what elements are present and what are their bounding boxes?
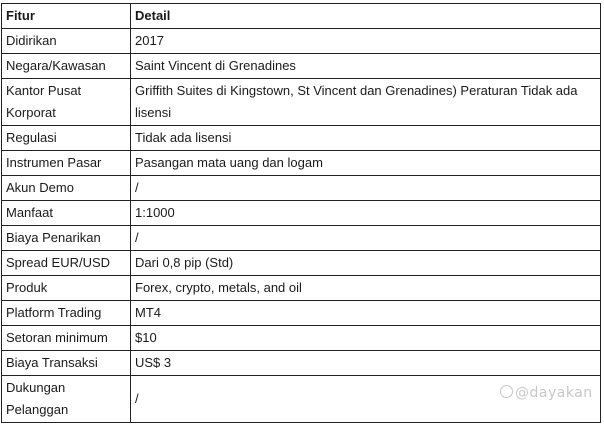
detail-cell: / — [131, 226, 601, 251]
detail-cell: 2017 — [131, 29, 601, 54]
table-row — [2, 176, 601, 201]
table-row — [2, 29, 601, 54]
header-detail: Detail — [131, 4, 601, 29]
feature-cell: Setoran minimum — [2, 326, 131, 351]
table-header-row — [2, 4, 601, 29]
feature-cell: Manfaat — [2, 201, 131, 226]
table-row — [2, 301, 601, 326]
feature-cell: Biaya Penarikan — [2, 226, 131, 251]
detail-cell: Pasangan mata uang dan logam — [131, 151, 601, 176]
table-row — [2, 79, 601, 126]
detail-cell: Griffith Suites di Kingstown, St Vincent dan Grenadines) Peraturan Tidak ada lisensi — [131, 79, 601, 126]
detail-cell: MT4 — [131, 301, 601, 326]
table-row — [2, 126, 601, 151]
feature-cell: Platform Trading — [2, 301, 131, 326]
watermark — [500, 385, 593, 401]
feature-cell: Regulasi — [2, 126, 131, 151]
header-fitur: Fitur — [2, 4, 131, 29]
detail-cell: Tidak ada lisensi — [131, 126, 601, 151]
detail-cell: / — [131, 376, 601, 423]
feature-cell: Instrumen Pasar — [2, 151, 131, 176]
watermark-logo-icon — [500, 385, 513, 398]
feature-cell: Dukungan Pelanggan — [2, 376, 131, 423]
detail-cell: $10 — [131, 326, 601, 351]
table-row — [2, 351, 601, 376]
feature-cell: Akun Demo — [2, 176, 131, 201]
detail-cell: US$ 3 — [131, 351, 601, 376]
table-row — [2, 276, 601, 301]
detail-cell: Dari 0,8 pip (Std) — [131, 251, 601, 276]
detail-cell: / — [131, 176, 601, 201]
table-row — [2, 226, 601, 251]
feature-cell: Didirikan — [2, 29, 131, 54]
detail-cell: Saint Vincent di Grenadines — [131, 54, 601, 79]
feature-cell: Negara/Kawasan — [2, 54, 131, 79]
table-row — [2, 151, 601, 176]
detail-cell: Forex, crypto, metals, and oil — [131, 276, 601, 301]
detail-cell: 1:1000 — [131, 201, 601, 226]
feature-cell: Produk — [2, 276, 131, 301]
table-row — [2, 54, 601, 79]
table-row — [2, 326, 601, 351]
broker-details-table — [1, 3, 601, 423]
watermark-text: @dayakan — [515, 385, 593, 401]
feature-cell: Biaya Transaksi — [2, 351, 131, 376]
feature-cell: Spread EUR/USD — [2, 251, 131, 276]
table-row — [2, 251, 601, 276]
feature-cell: Kantor Pusat Korporat — [2, 79, 131, 126]
table-row — [2, 201, 601, 226]
